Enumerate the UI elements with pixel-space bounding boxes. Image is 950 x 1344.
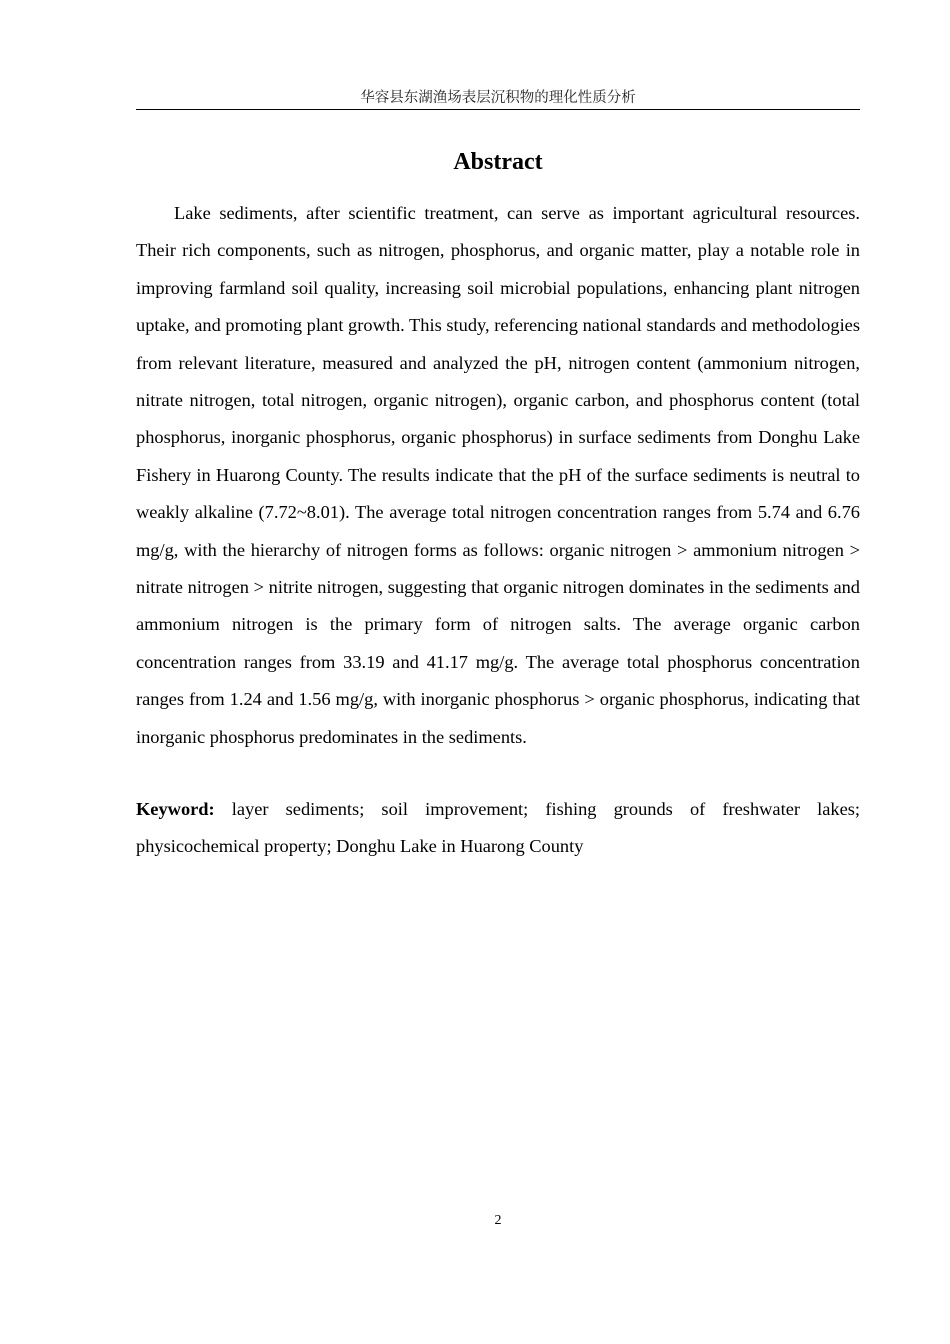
abstract-title: Abstract [453, 149, 543, 175]
abstract-body: Lake sediments, after scientific treatment, can serve as important agricultural resources. Their rich components, such as nitrogen, phosphorus, and organic matter, play a notable role in improving farmland soil quality, increasing soil microbial populations, enhancing plant nitrogen uptake, and promoting plant growth. This study, referencing national standards and methodologies from relevant literature, measured and analyzed the pH, nitrogen content (ammonium nitrogen, nitrate nitrogen, total nitrogen, organic nitrogen), organic carbon, and phosphorus content (total phosphorus, inorganic phosphorus, organic phosphorus) in surface sediments from Donghu Lake Fishery in Huarong County. The results indicate that the pH of the surface sediments is neutral to weakly alkaline (7.72~8.01). The average total nitrogen concentration ranges from 5.74 and 6.76 mg/g, with the hierarchy of nitrogen forms as follows: organic nitrogen > ammonium nitrogen > nitrate nitrogen > nitrite nitrogen, suggesting that organic nitrogen dominates in the sediments and ammonium nitrogen is the primary form of nitrogen salts. The average organic carbon concentration ranges from 33.19 and 41.17 mg/g. The average total phosphorus concentration ranges from 1.24 and 1.56 mg/g, with inorganic phosphorus > organic phosphorus, indicating that inorganic phosphorus predominates in the sediments. [136, 203, 860, 747]
keywords-paragraph [136, 791, 860, 866]
page-number: 2 [494, 1213, 502, 1228]
keywords-label: Keyword: [136, 799, 215, 819]
keywords-text: layer sediments; soil improvement; fishing grounds of freshwater lakes; physicochemical property; Donghu Lake in Huarong County [136, 799, 860, 857]
running-header: 华容县东湖渔场表层沉积物的理化性质分析 [136, 88, 860, 110]
